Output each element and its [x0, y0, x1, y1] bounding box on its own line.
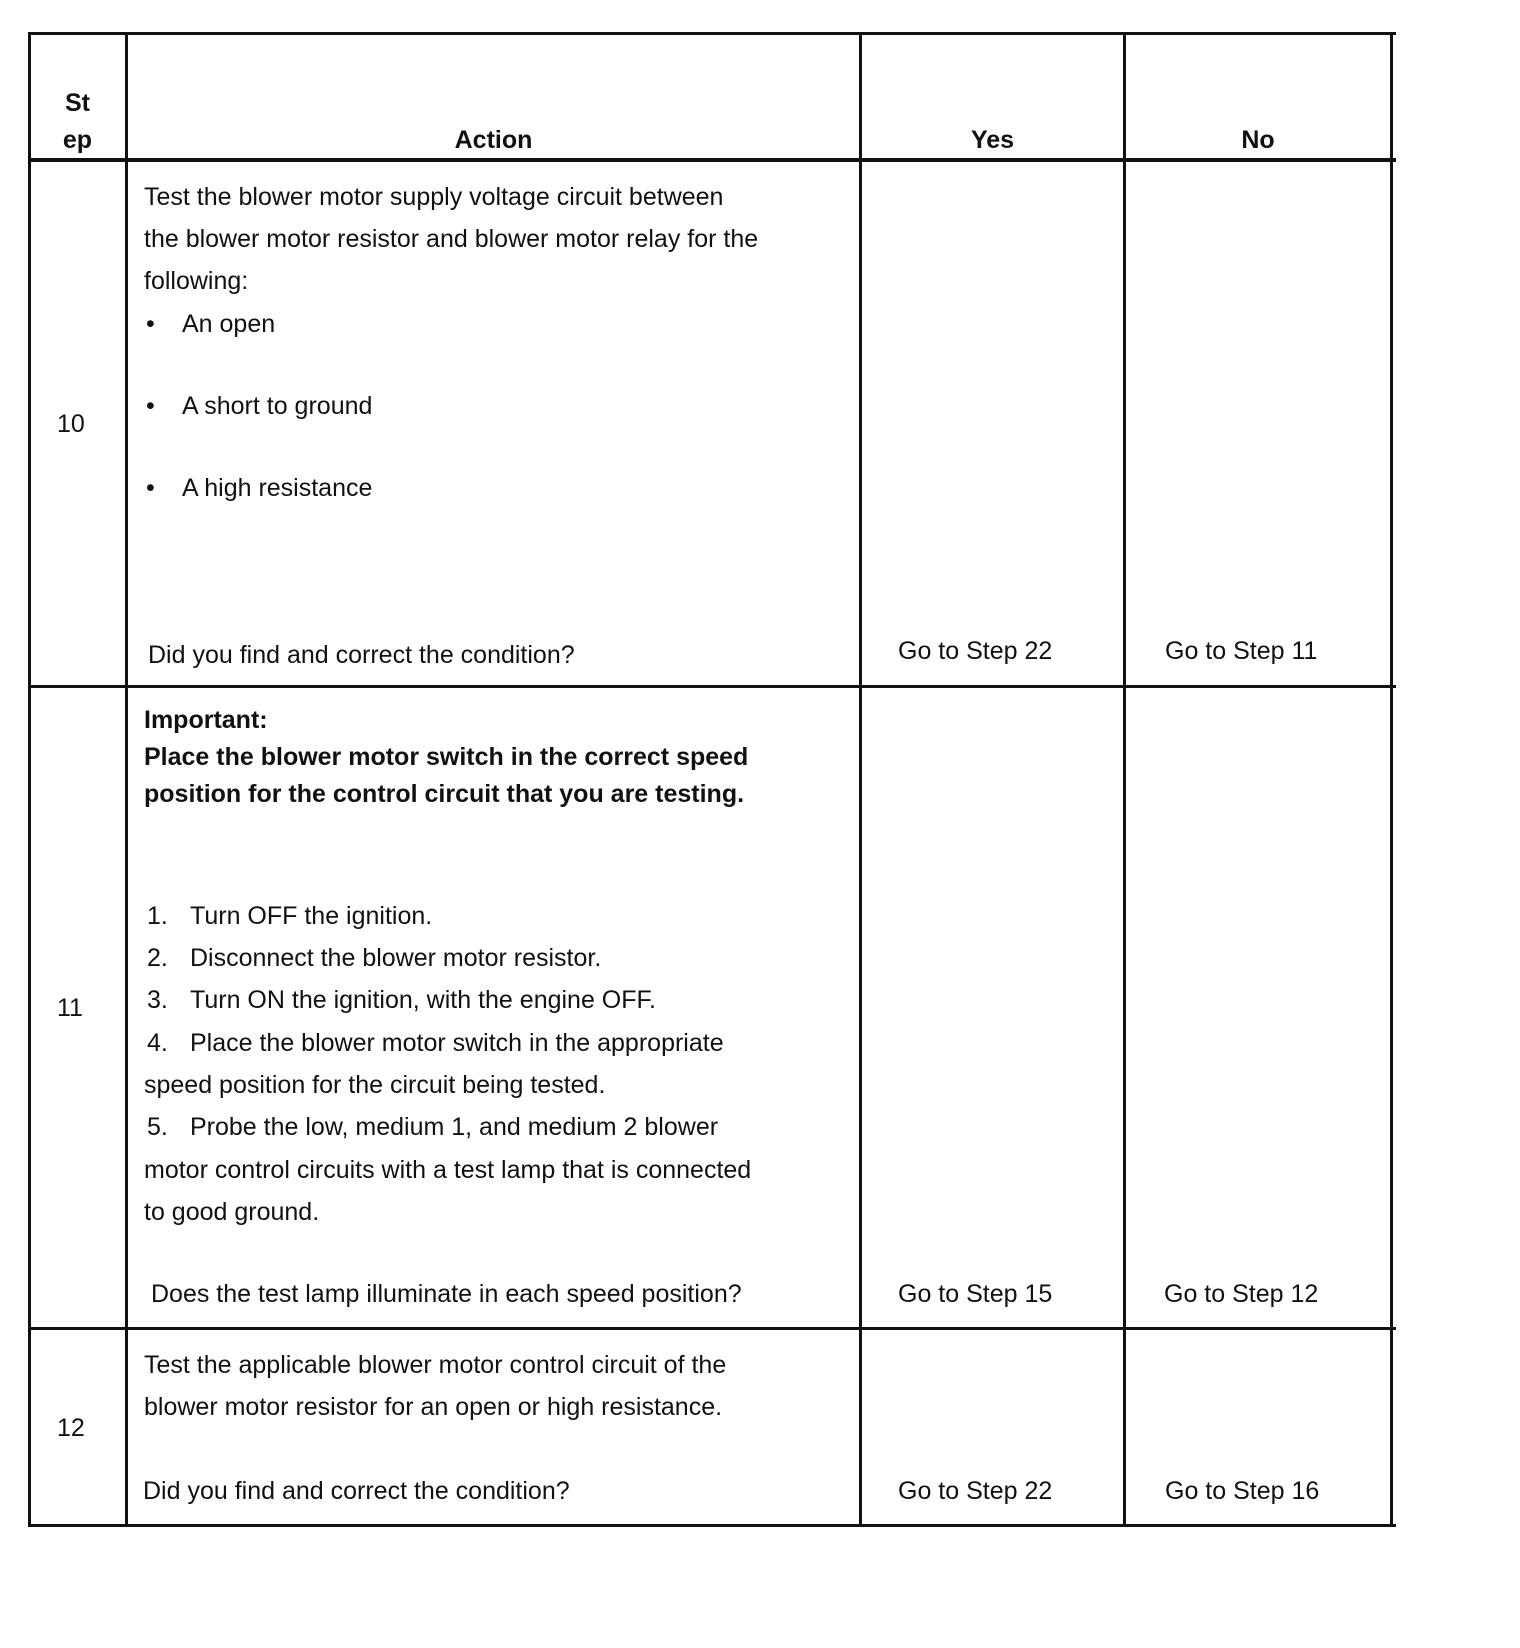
step-text: Turn ON the ignition, with the engine OFF.: [190, 986, 656, 1014]
no-outcome: Go to Step 11: [1165, 637, 1318, 665]
table-border-bottom: [30, 1524, 1396, 1527]
action-text: blower motor resistor for an open or high resistance.: [144, 1393, 723, 1421]
yes-outcome: Go to Step 22: [898, 637, 1053, 665]
important-label: Important:: [144, 706, 268, 734]
bullet-icon: •: [146, 310, 155, 338]
header-step-line1: St: [65, 89, 90, 117]
action-text: the blower motor resistor and blower motor relay for the: [144, 225, 759, 253]
step-text-continued: motor control circuits with a test lamp that is connected: [144, 1156, 752, 1184]
header-yes: Yes: [970, 126, 1015, 154]
step-number: 12: [57, 1414, 85, 1442]
yes-outcome: Go to Step 22: [898, 1477, 1053, 1505]
action-text: following:: [144, 267, 249, 295]
header-action: Action: [454, 126, 533, 154]
no-outcome: Go to Step 16: [1165, 1477, 1320, 1505]
step-num: 5.: [147, 1113, 168, 1141]
question-text: Did you find and correct the condition?: [143, 1477, 570, 1505]
table-border-right: [1390, 32, 1393, 1527]
step-text-continued: to good ground.: [144, 1198, 320, 1226]
bullet-item: An open: [182, 310, 276, 338]
bullet-item: A short to ground: [182, 392, 373, 420]
step-num: 2.: [147, 944, 168, 972]
important-text: Place the blower motor switch in the correct speed: [144, 743, 749, 771]
column-divider: [125, 32, 128, 1527]
step-text: Place the blower motor switch in the appropriate: [190, 1029, 724, 1057]
step-text: Disconnect the blower motor resistor.: [190, 944, 602, 972]
step-num: 1.: [147, 902, 168, 930]
yes-outcome: Go to Step 15: [898, 1280, 1053, 1308]
bullet-item: •: [146, 474, 155, 502]
header-divider: [28, 158, 1396, 162]
step-num: 3.: [147, 986, 168, 1014]
action-text: Test the blower motor supply voltage circuit between: [144, 183, 724, 211]
row-divider: [30, 1327, 1396, 1330]
row-divider: [30, 685, 1396, 688]
header-step-line2: ep: [62, 126, 93, 154]
step-text: Turn OFF the ignition.: [190, 902, 433, 930]
table-border-top: [28, 32, 1396, 35]
bullet-item: A high resistance: [182, 474, 373, 502]
step-number: 11: [57, 994, 83, 1022]
table-border-left: [28, 32, 31, 1527]
important-text: position for the control circuit that you are testing.: [144, 780, 745, 808]
step-text-continued: speed position for the circuit being tested.: [144, 1071, 606, 1099]
action-text: Test the applicable blower motor control circuit of the: [144, 1351, 727, 1379]
step-number: 10: [57, 410, 85, 438]
column-divider: [859, 32, 862, 1527]
question-text: Does the test lamp illuminate in each speed position?: [151, 1280, 742, 1308]
step-num: 4.: [147, 1029, 168, 1057]
column-divider: [1123, 32, 1126, 1527]
bullet-icon: •: [146, 392, 155, 420]
header-no: No: [1241, 126, 1275, 154]
step-text: Probe the low, medium 1, and medium 2 blower: [190, 1113, 719, 1141]
no-outcome: Go to Step 12: [1164, 1280, 1319, 1308]
question-text: Did you find and correct the condition?: [148, 641, 575, 669]
